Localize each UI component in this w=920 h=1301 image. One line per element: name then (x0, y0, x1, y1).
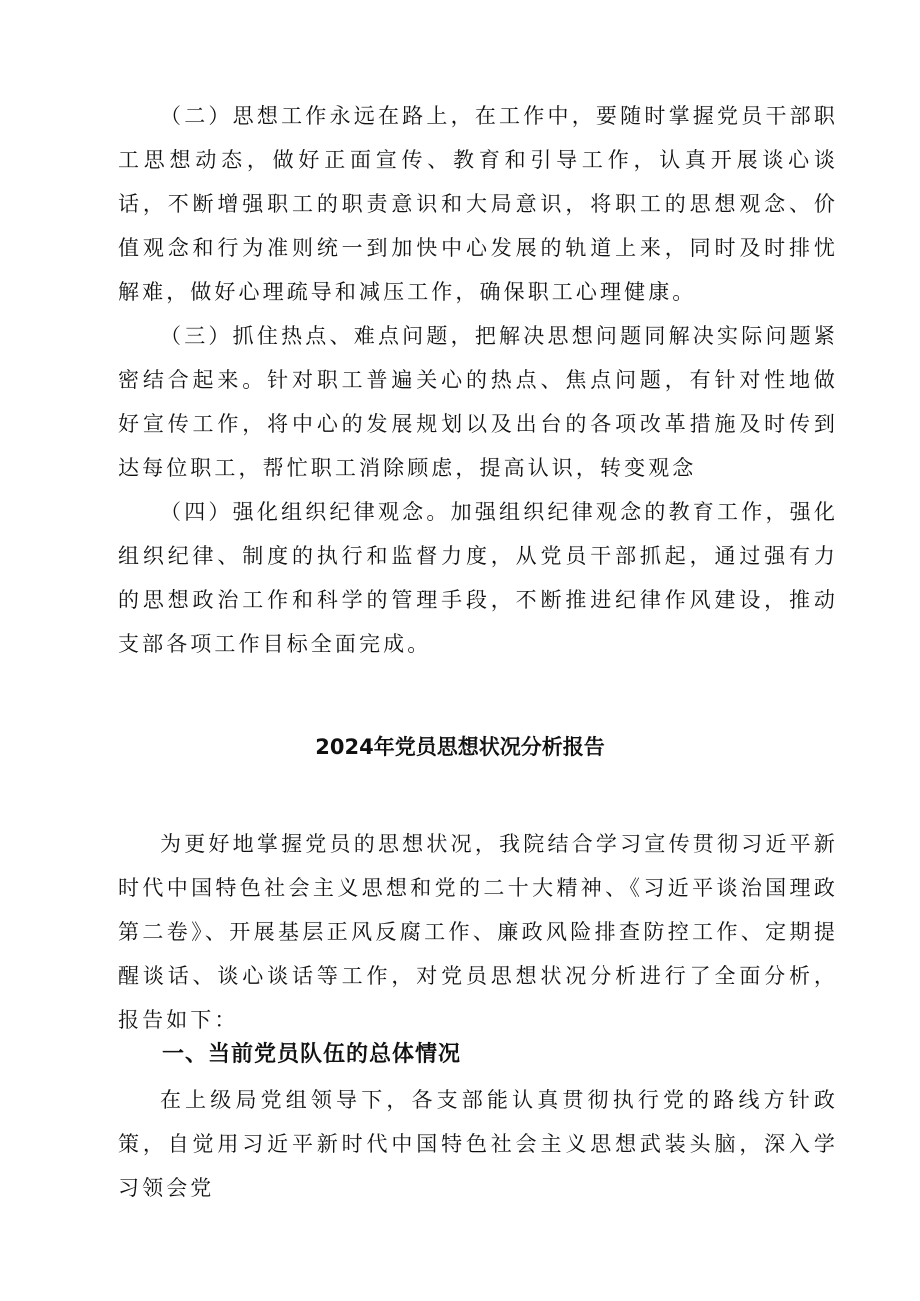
section-one-paragraph: 在上级局党组领导下，各支部能认真贯彻执行党的路线方针政策，自觉用习近平新时代中国特色社会主义思想武装头脑，深入学习领会党 (118, 1088, 838, 1200)
paragraph-two: （二）思想工作永远在路上，在工作中，要随时掌握党员干部职工思想动态，做好正面宣传、教育和引导工作，认真开展谈心谈话，不断增强职工的职责意识和大局意识，将职工的思想观念、价值观念和行为准则统一到加快中心发展的轨道上来，同时及时排忧解难，做好心理疏导和减压工作，确保职工心理健康。 (118, 104, 838, 304)
report-title: 2024年党员思想状况分析报告 (315, 735, 605, 759)
paragraph-four: （四）强化组织纪律观念。加强组织纪律观念的教育工作，强化组织纪律、制度的执行和监督力度，从党员干部抓起，通过强有力的思想政治工作和科学的管理手段，不断推进纪律作风建设，推动支部各项工作目标全面完成。 (118, 500, 838, 656)
section-one-heading: 一、当前党员队伍的总体情况 (162, 1042, 462, 1067)
report-intro-paragraph: 为更好地掌握党员的思想状况，我院结合学习宣传贯彻习近平新时代中国特色社会主义思想和党的二十大精神、《习近平谈治国理政第二卷》、开展基层正风反腐工作、廉政风险排查防控工作、定期提醒谈话、谈心谈话等工作，对党员思想状况分析进行了全面分析，报告如下： (118, 832, 838, 1032)
paragraph-three: （三）抓住热点、难点问题，把解决思想问题同解决实际问题紧密结合起来。针对职工普遍关心的热点、焦点问题，有针对性地做好宣传工作，将中心的发展规划以及出台的各项改革措施及时传到达每位职工，帮忙职工消除顾虑，提高认识，转变观念 (118, 324, 838, 480)
